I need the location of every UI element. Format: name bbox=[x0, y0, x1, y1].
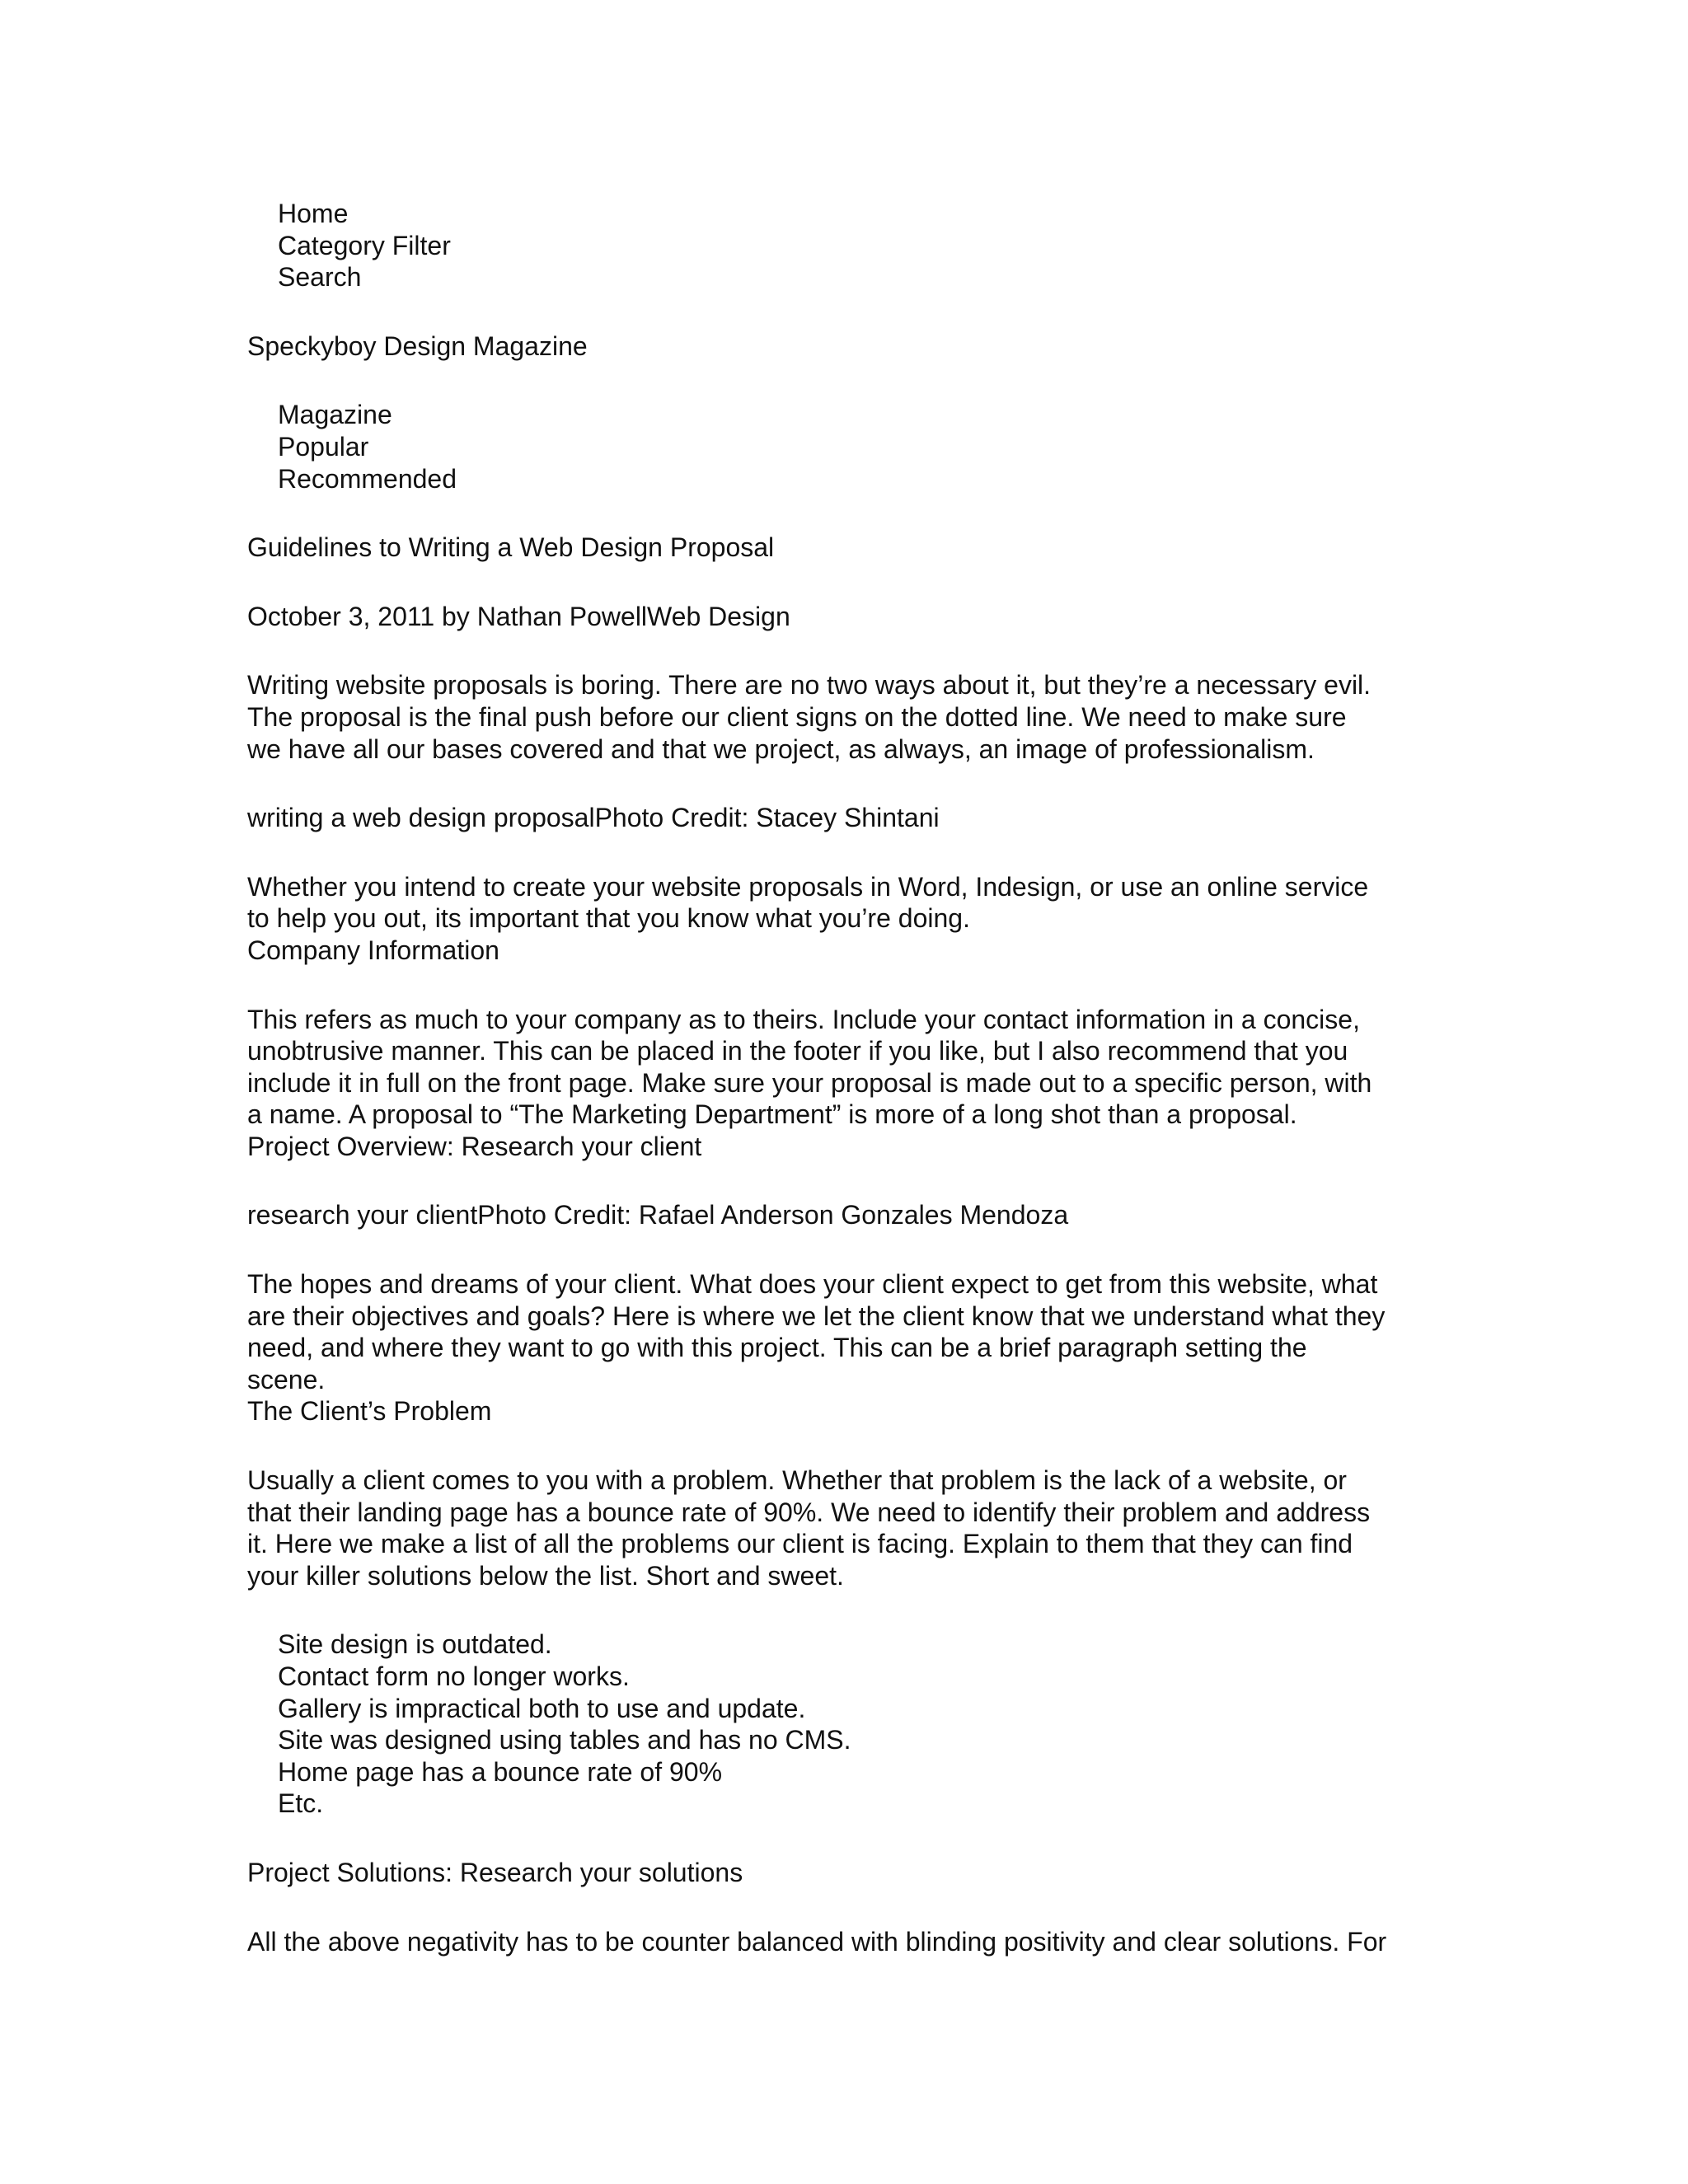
nav-magazine-link[interactable]: Magazine bbox=[278, 400, 392, 430]
nav-category-filter-link[interactable]: Category Filter bbox=[278, 230, 451, 260]
paragraph-line: that their landing page has a bounce rate of 90%. We need to identify their problem and address bbox=[247, 1497, 1371, 1527]
list-item: Etc. bbox=[278, 1788, 324, 1819]
paragraph-line: This refers as much to your company as to theirs. Include your contact information in a concise, bbox=[247, 1004, 1360, 1034]
top-nav bbox=[247, 198, 1482, 293]
section-nav bbox=[247, 399, 1482, 494]
article-title-block bbox=[247, 532, 1482, 564]
paragraph-line: Usually a client comes to you with a problem. Whether that problem is the lack of a website, or bbox=[247, 1465, 1347, 1496]
section-heading-solutions: Project Solutions: Research your solutions bbox=[247, 1857, 743, 1887]
solutions-paragraph bbox=[247, 1926, 1482, 1958]
image-caption: research your clientPhoto Credit: Rafael Anderson Gonzales Mendoza bbox=[247, 1200, 1069, 1230]
paragraph-line: we have all our bases covered and that we project, as always, an image of professionalism. bbox=[247, 733, 1315, 764]
list-item: Site design is outdated. bbox=[278, 1629, 552, 1660]
list-item: Contact form no longer works. bbox=[278, 1661, 630, 1691]
article-title: Guidelines to Writing a Web Design Proposal bbox=[247, 532, 775, 563]
paragraph-line: are their objectives and goals? Here is where we let the client know that we understand what they bbox=[247, 1301, 1386, 1331]
paragraph-line: include it in full on the front page. Make sure your proposal is made out to a specific person, with bbox=[247, 1067, 1372, 1098]
section-heading-overview: Project Overview: Research your client bbox=[247, 1131, 702, 1161]
paragraph-line: unobtrusive manner. This can be placed in the footer if you like, but I also recommend that you bbox=[247, 1036, 1348, 1066]
section-heading-company: Company Information bbox=[247, 935, 499, 965]
byline-block bbox=[247, 601, 1482, 633]
section-heading-problem: The Client’s Problem bbox=[247, 1396, 492, 1427]
problem-list bbox=[247, 1629, 1482, 1820]
paragraph-line: Writing website proposals is boring. There are no two ways about it, but they’re a necessary evil. bbox=[247, 670, 1372, 701]
nav-home-link[interactable]: Home bbox=[278, 199, 349, 228]
problem-paragraph bbox=[247, 1465, 1482, 1591]
image-caption-block bbox=[247, 1199, 1482, 1231]
paragraph-line: All the above negativity has to be counter balanced with blinding positivity and clear solutions. For bbox=[247, 1926, 1387, 1957]
section-overview bbox=[247, 1004, 1482, 1163]
image-caption-block bbox=[247, 802, 1482, 834]
section-company bbox=[247, 871, 1482, 967]
nav-recommended-link[interactable]: Recommended bbox=[278, 463, 457, 494]
solutions-heading-block bbox=[247, 1857, 1482, 1889]
list-item: Gallery is impractical both to use and update. bbox=[278, 1693, 806, 1723]
paragraph-line: a name. A proposal to “The Marketing Department” is more of a long shot than a proposal. bbox=[247, 1099, 1297, 1130]
site-title-block bbox=[247, 330, 1482, 363]
intro-paragraph bbox=[247, 669, 1482, 765]
image-caption: writing a web design proposalPhoto Credit: Stacey Shintani bbox=[247, 803, 940, 833]
paragraph-line: Whether you intend to create your website proposals in Word, Indesign, or use an online service bbox=[247, 871, 1369, 902]
nav-popular-link[interactable]: Popular bbox=[278, 431, 369, 462]
paragraph-line: The hopes and dreams of your client. What does your client expect to get from this website, what bbox=[247, 1269, 1378, 1300]
paragraph-line: to help you out, its important that you know what you’re doing. bbox=[247, 903, 970, 934]
paragraph-line: it. Here we make a list of all the problems our client is facing. Explain to them that they can find bbox=[247, 1529, 1353, 1559]
article-byline: October 3, 2011 by Nathan PowellWeb Design bbox=[247, 601, 790, 631]
nav-search-link[interactable]: Search bbox=[278, 262, 362, 293]
list-item: Home page has a bounce rate of 90% bbox=[278, 1756, 723, 1787]
list-item: Site was designed using tables and has no CMS. bbox=[278, 1725, 851, 1755]
paragraph-line: scene. bbox=[247, 1364, 326, 1394]
paragraph-line: The proposal is the final push before our client signs on the dotted line. We need to make sure bbox=[247, 701, 1347, 732]
section-problem bbox=[247, 1268, 1482, 1427]
paragraph-line: your killer solutions below the list. Short and sweet. bbox=[247, 1560, 844, 1591]
paragraph-line: need, and where they want to go with this project. This can be a brief paragraph setting the bbox=[247, 1333, 1307, 1363]
site-title[interactable]: Speckyboy Design Magazine bbox=[247, 330, 588, 361]
